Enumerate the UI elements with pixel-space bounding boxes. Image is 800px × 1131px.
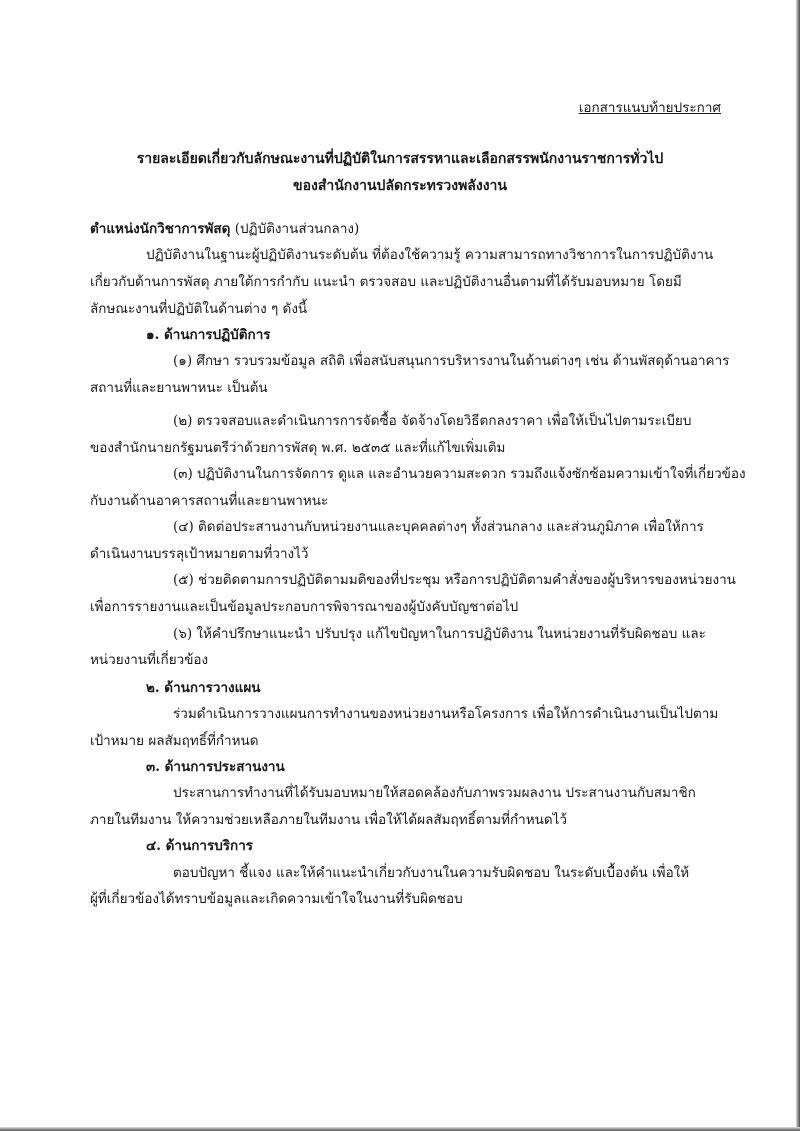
document-title: รายละเอียดเกี่ยวกับลักษณะงานที่ปฏิบัติในการสรรหาและเลือกสรรพนักงานราชการทั่วไป — [136, 151, 664, 167]
intro-line: ปฏิบัติงานในฐานะผู้ปฏิบัติงานระดับต้น ที่ต้องใช้ความรู้ ความสามารถทางวิชาการในการปฏิบัติงาน — [146, 247, 714, 263]
intro-line: ลักษณะงานที่ปฏิบัติในด้านต่าง ๆ ดังนี้ — [90, 301, 308, 317]
section-heading: ๒. ด้านการวางแผน — [146, 680, 261, 696]
list-item: สถานที่และยานพาหนะ เป็นต้น — [90, 380, 268, 396]
section-heading: ๔. ด้านการบริการ — [146, 838, 254, 854]
list-item: (๖) ให้คำปรึกษาแนะนำ ปรับปรุง แก้ไขปัญหาในการปฏิบัติงาน ในหน่วยงานที่รับผิดชอบ และ — [173, 626, 706, 642]
section-heading: ๓. ด้านการประสานงาน — [146, 759, 285, 775]
list-item: (๓) ปฏิบัติงานในการจัดการ ดูแล และอำนวยความสะดวก รวมถึงแจ้งซักซ้อมความเข้าใจที่เกี่ยวข้อง — [173, 466, 746, 482]
section-text: ตอบปัญหา ชี้แจง และให้คำแนะนำเกี่ยวกับงานในความรับผิดชอบ ในระดับเบื้องต้น เพื่อให้ — [173, 865, 690, 881]
list-item: (๕) ช่วยติดตามการปฏิบัติตามมติของที่ประชุม หรือการปฏิบัติตามคำสั่งของผู้บริหารของหน่วยงาน — [173, 572, 736, 588]
list-item: หน่วยงานที่เกี่ยวข้อง — [90, 652, 209, 668]
attachment-label: เอกสารแนบท้ายประกาศ — [578, 100, 721, 116]
list-item: ของสำนักนายกรัฐมนตรีว่าด้วยการพัสดุ พ.ศ. ๒๕๓๕ และที่แก้ไขเพิ่มเติม — [90, 440, 506, 456]
list-item: กับงานด้านอาคารสถานที่และยานพาหนะ — [90, 493, 329, 509]
scan-edge-bottom — [0, 1127, 800, 1131]
document-subtitle: ของสำนักงานปลัดกระทรวงพลังงาน — [293, 178, 507, 194]
position-line — [90, 217, 359, 239]
list-item: (๑) ศึกษา รวบรวมข้อมูล สถิติ เพื่อสนับสนุนการบริหารงานในด้านต่างๆ เช่น ด้านพัสดุด้านอาคาร — [173, 353, 730, 369]
list-item: ดำเนินงานบรรลุเป้าหมายตามที่วางไว้ — [90, 546, 309, 562]
position-unit: (ปฏิบัติงานส่วนกลาง) — [230, 221, 360, 237]
section-text: ภายในทีมงาน ให้ความช่วยเหลือภายในทีมงาน เพื่อให้ได้ผลสัมฤทธิ์ตามที่กำหนดไว้ — [90, 812, 567, 828]
list-item: เพื่อการรายงานและเป็นข้อมูลประกอบการพิจารณาของผู้บังคับบัญชาต่อไป — [90, 599, 519, 615]
list-item: (๒) ตรวจสอบและดำเนินการการจัดซื้อ จัดจ้างโดยวิธีตกลงราคา เพื่อให้เป็นไปตามระเบียบ — [173, 413, 692, 429]
intro-line: เกี่ยวกับด้านการพัสดุ ภายใต้การกำกับ แนะนำ ตรวจสอบ และปฏิบัติงานอื่นตามที่ได้รับมอบหมาย โดยมี — [90, 274, 682, 290]
section-text: ผู้ที่เกี่ยวข้องได้ทราบข้อมูลและเกิดความเข้าใจในงานที่รับผิดชอบ — [90, 891, 463, 907]
section-text: เป้าหมาย ผลสัมฤทธิ์ที่กำหนด — [90, 733, 259, 749]
section-text: ร่วมดำเนินการวางแผนการทำงานของหน่วยงานหรือโครงการ เพื่อให้การดำเนินงานเป็นไปตาม — [173, 706, 719, 722]
section-heading: ๑. ด้านการปฏิบัติการ — [146, 327, 271, 343]
section-text: ประสานการทำงานที่ได้รับมอบหมายให้สอดคล้องกับภาพรวมผลงาน ประสานงานกับสมาชิก — [173, 785, 696, 801]
list-item: (๔) ติดต่อประสานงานกับหน่วยงานและบุคคลต่างๆ ทั้งส่วนกลาง และส่วนภูมิภาค เพื่อให้การ — [173, 519, 704, 535]
position-name: ตำแหน่งนักวิชาการพัสดุ — [90, 221, 231, 237]
